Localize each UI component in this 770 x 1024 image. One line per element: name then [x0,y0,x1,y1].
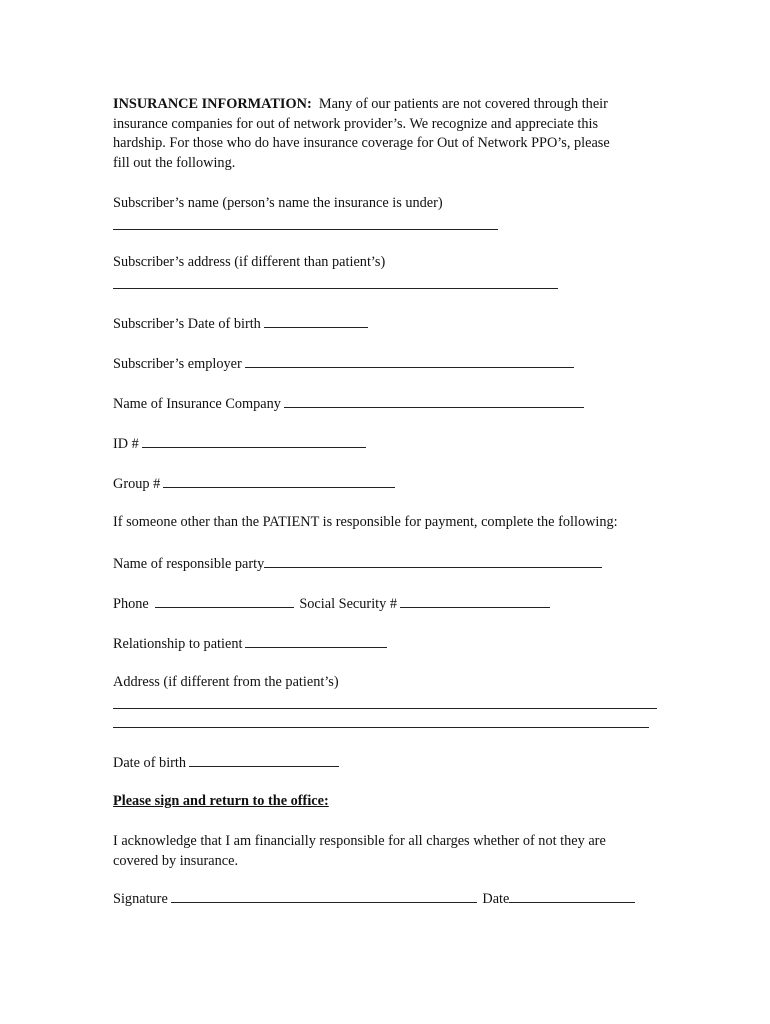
date-field[interactable] [509,888,635,903]
id-label: ID # [113,436,139,452]
id-row [113,433,366,455]
group-field[interactable] [163,473,395,488]
phone-label: Phone [113,596,149,612]
date-label: Date [482,891,510,907]
responsible-address-field-1[interactable] [113,708,657,709]
responsible-address-label: Address (if different from the patient’s) [113,674,339,690]
subscriber-employer-row [113,353,574,375]
intro-text-4: fill out the following. [113,154,236,171]
responsible-dob-field[interactable] [189,752,339,767]
subscriber-employer-field[interactable] [245,353,574,368]
responsible-dob-label: Date of birth [113,755,187,771]
responsible-dob-row [113,752,339,774]
acknowledgement [113,832,673,871]
id-field[interactable] [142,433,366,448]
relationship-label: Relationship to patient [113,636,243,652]
signature-row [113,888,635,910]
signature-field[interactable] [171,888,477,903]
responsible-name-row [113,553,602,575]
acknowledgement-line-1: I acknowledge that I am financially responsible for all charges whether of not they are [113,833,606,849]
insurance-company-label: Name of Insurance Company [113,396,281,412]
responsible-name-label: Name of responsible party [113,556,265,572]
insurance-company-row [113,393,584,415]
subscriber-address-label: Subscriber’s address (if different than patient’s) [113,254,386,270]
intro-text-3: hardship. For those who do have insurance coverage for Out of Network PPO’s, please [113,135,610,151]
responsible-address-field-2[interactable] [113,727,649,728]
relationship-row [113,633,387,655]
sign-heading: Please sign and return to the office: [113,793,329,809]
group-label: Group # [113,476,161,492]
phone-field[interactable] [155,593,294,608]
responsible-party-intro: If someone other than the PATIENT is responsible for payment, complete the following: [113,514,618,530]
responsible-name-field[interactable] [264,553,602,568]
ssn-label: Social Security # [299,596,398,612]
intro-text-1: Many of our patients are not covered through their [318,96,608,112]
subscriber-address-field[interactable] [113,288,558,289]
group-row [113,473,395,495]
subscriber-employer-label: Subscriber’s employer [113,356,242,372]
ssn-field[interactable] [400,593,550,608]
phone-ssn-row [113,593,550,615]
signature-label: Signature [113,891,168,907]
subscriber-dob-label: Subscriber’s Date of birth [113,316,261,332]
acknowledgement-line-2: covered by insurance. [113,852,239,869]
subscriber-dob-field[interactable] [264,313,368,328]
insurance-company-field[interactable] [284,393,584,408]
subscriber-name-field[interactable] [113,229,498,230]
subscriber-name-label: Subscriber’s name (person’s name the insurance is under) [113,195,443,211]
subscriber-dob-row [113,313,368,335]
insurance-intro [113,95,673,173]
relationship-field[interactable] [245,633,387,648]
intro-text-2: insurance companies for out of network provider’s. We recognize and appreciate this [113,115,599,132]
intro-heading: INSURANCE INFORMATION: [113,96,312,112]
